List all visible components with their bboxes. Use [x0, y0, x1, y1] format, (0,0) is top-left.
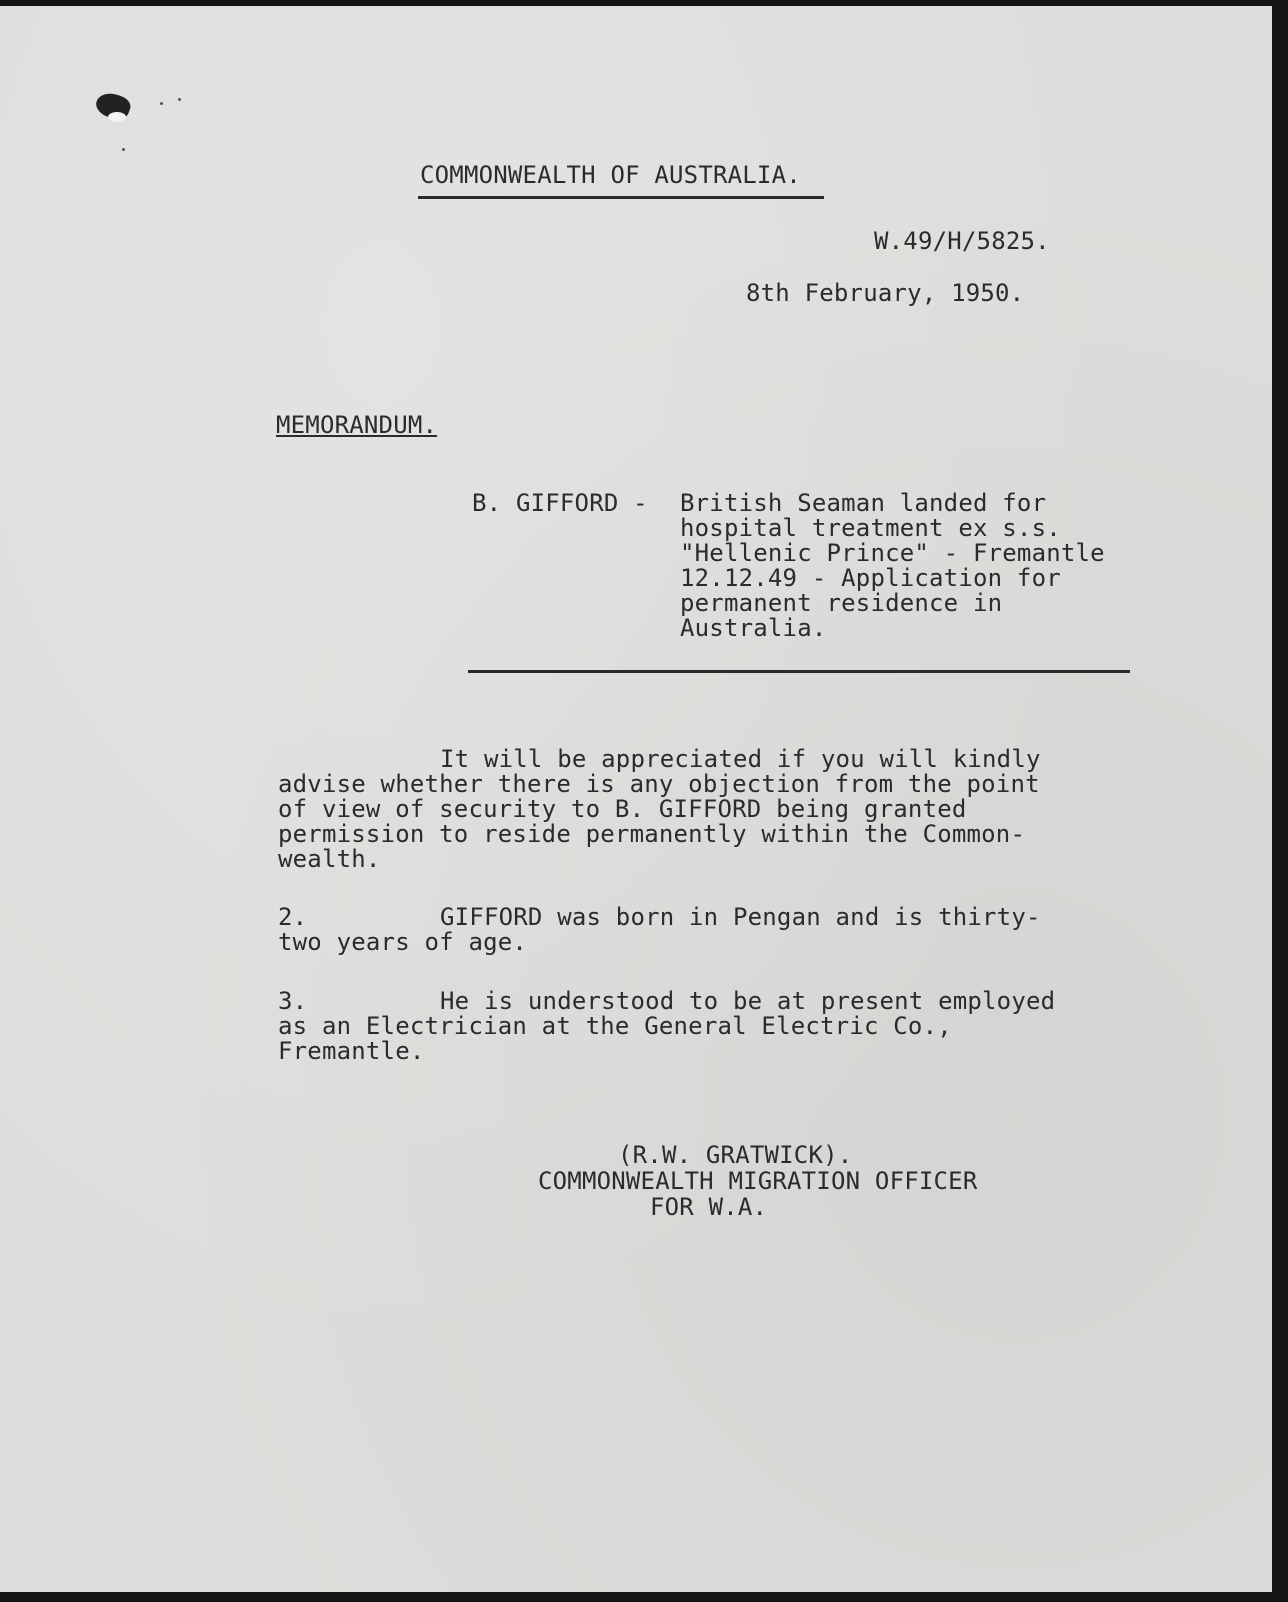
title-underline — [418, 196, 824, 199]
paper-sheet — [0, 6, 1272, 1592]
paragraph-3-number: 3. — [278, 987, 308, 1015]
paragraph-1-line: of view of security to B. GIFFORD being granted — [278, 795, 967, 823]
subject-line: hospital treatment ex s.s. — [680, 514, 1061, 542]
signature-region: FOR W.A. — [650, 1193, 768, 1221]
ink-blot-highlight — [108, 112, 126, 122]
paragraph-3-line: Fremantle. — [278, 1037, 425, 1065]
subject-line: "Hellenic Prince" - Fremantle — [680, 539, 1105, 567]
speck — [178, 98, 181, 101]
paragraph-2-line: GIFFORD was born in Pengan and is thirty- — [440, 903, 1041, 931]
subject-line: British Seaman landed for — [680, 489, 1047, 517]
reference-number: W.49/H/5825. — [874, 227, 1050, 255]
memorandum-label: MEMORANDUM. — [276, 411, 438, 439]
paragraph-1-line: It will be appreciated if you will kindly — [440, 745, 1041, 773]
speck — [122, 148, 125, 151]
subject-name: B. GIFFORD - — [472, 489, 648, 517]
paragraph-3-line: as an Electrician at the General Electric Co., — [278, 1012, 952, 1040]
paragraph-2-line: two years of age. — [278, 928, 528, 956]
paragraph-1-line: permission to reside permanently within the Common- — [278, 820, 1026, 848]
document-date: 8th February, 1950. — [746, 279, 1025, 307]
subject-line: Australia. — [680, 614, 827, 642]
speck — [160, 102, 163, 105]
paragraph-3-line: He is understood to be at present employed — [440, 987, 1056, 1015]
paragraph-1-line: wealth. — [278, 845, 381, 873]
paragraph-2-number: 2. — [278, 903, 308, 931]
subject-divider — [468, 670, 1130, 673]
signature-name: (R.W. GRATWICK). — [618, 1141, 853, 1169]
paragraph-1-line: advise whether there is any objection from the point — [278, 770, 1040, 798]
signature-title: COMMONWEALTH MIGRATION OFFICER — [538, 1167, 978, 1195]
subject-line: permanent residence in — [680, 589, 1003, 617]
subject-line: 12.12.49 - Application for — [680, 564, 1061, 592]
document-title: COMMONWEALTH OF AUSTRALIA. — [420, 161, 801, 189]
